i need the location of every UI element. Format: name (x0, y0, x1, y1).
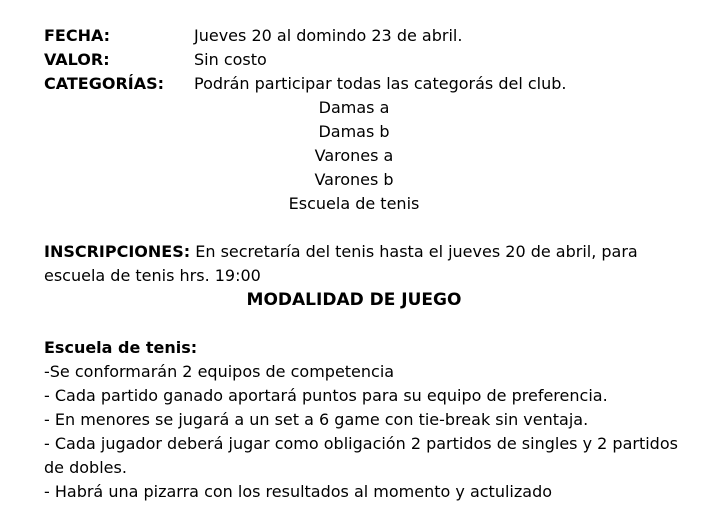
field-fecha (44, 24, 684, 48)
field-value: Jueves 20 al domindo 23 de abril. (194, 26, 463, 45)
rule-item: - Habrá una pizarra con los resultados al momento y actulizado (44, 482, 553, 501)
category-item: Damas a (318, 98, 390, 117)
section-title: MODALIDAD DE JUEGO (246, 290, 462, 310)
inscripciones-paragraph (44, 240, 684, 288)
rule-item: - Cada jugador deberá jugar como obligación 2 partidos de singles y 2 partidos de dobles. (44, 434, 678, 477)
rule-item: - Cada partido ganado aportará puntos para su equipo de preferencia. (44, 386, 608, 405)
escuela-heading: Escuela de tenis: (44, 338, 198, 357)
document-body (44, 24, 684, 504)
field-label: VALOR: (44, 50, 110, 69)
category-item: Damas b (318, 122, 390, 141)
field-label: CATEGORÍAS: (44, 74, 165, 93)
category-list (44, 96, 664, 216)
field-categorias (44, 72, 684, 96)
field-valor (44, 48, 684, 72)
rule-item: - En menores se jugará a un set a 6 game con tie-break sin ventaja. (44, 410, 589, 429)
inscripciones-text: En secretaría del tenis hasta el jueves 20 de abril, para escuela de tenis hrs. 19:00 (44, 242, 638, 285)
rule-item: -Se conformarán 2 equipos de competencia (44, 362, 395, 381)
field-label: FECHA: (44, 26, 111, 45)
field-value: Sin costo (194, 50, 267, 69)
inscripciones-label: INSCRIPCIONES: (44, 242, 191, 261)
field-value: Podrán participar todas las categorás del club. (194, 74, 567, 93)
category-item: Escuela de tenis (288, 194, 420, 213)
category-item: Varones a (314, 146, 394, 165)
category-item: Varones b (314, 170, 394, 189)
